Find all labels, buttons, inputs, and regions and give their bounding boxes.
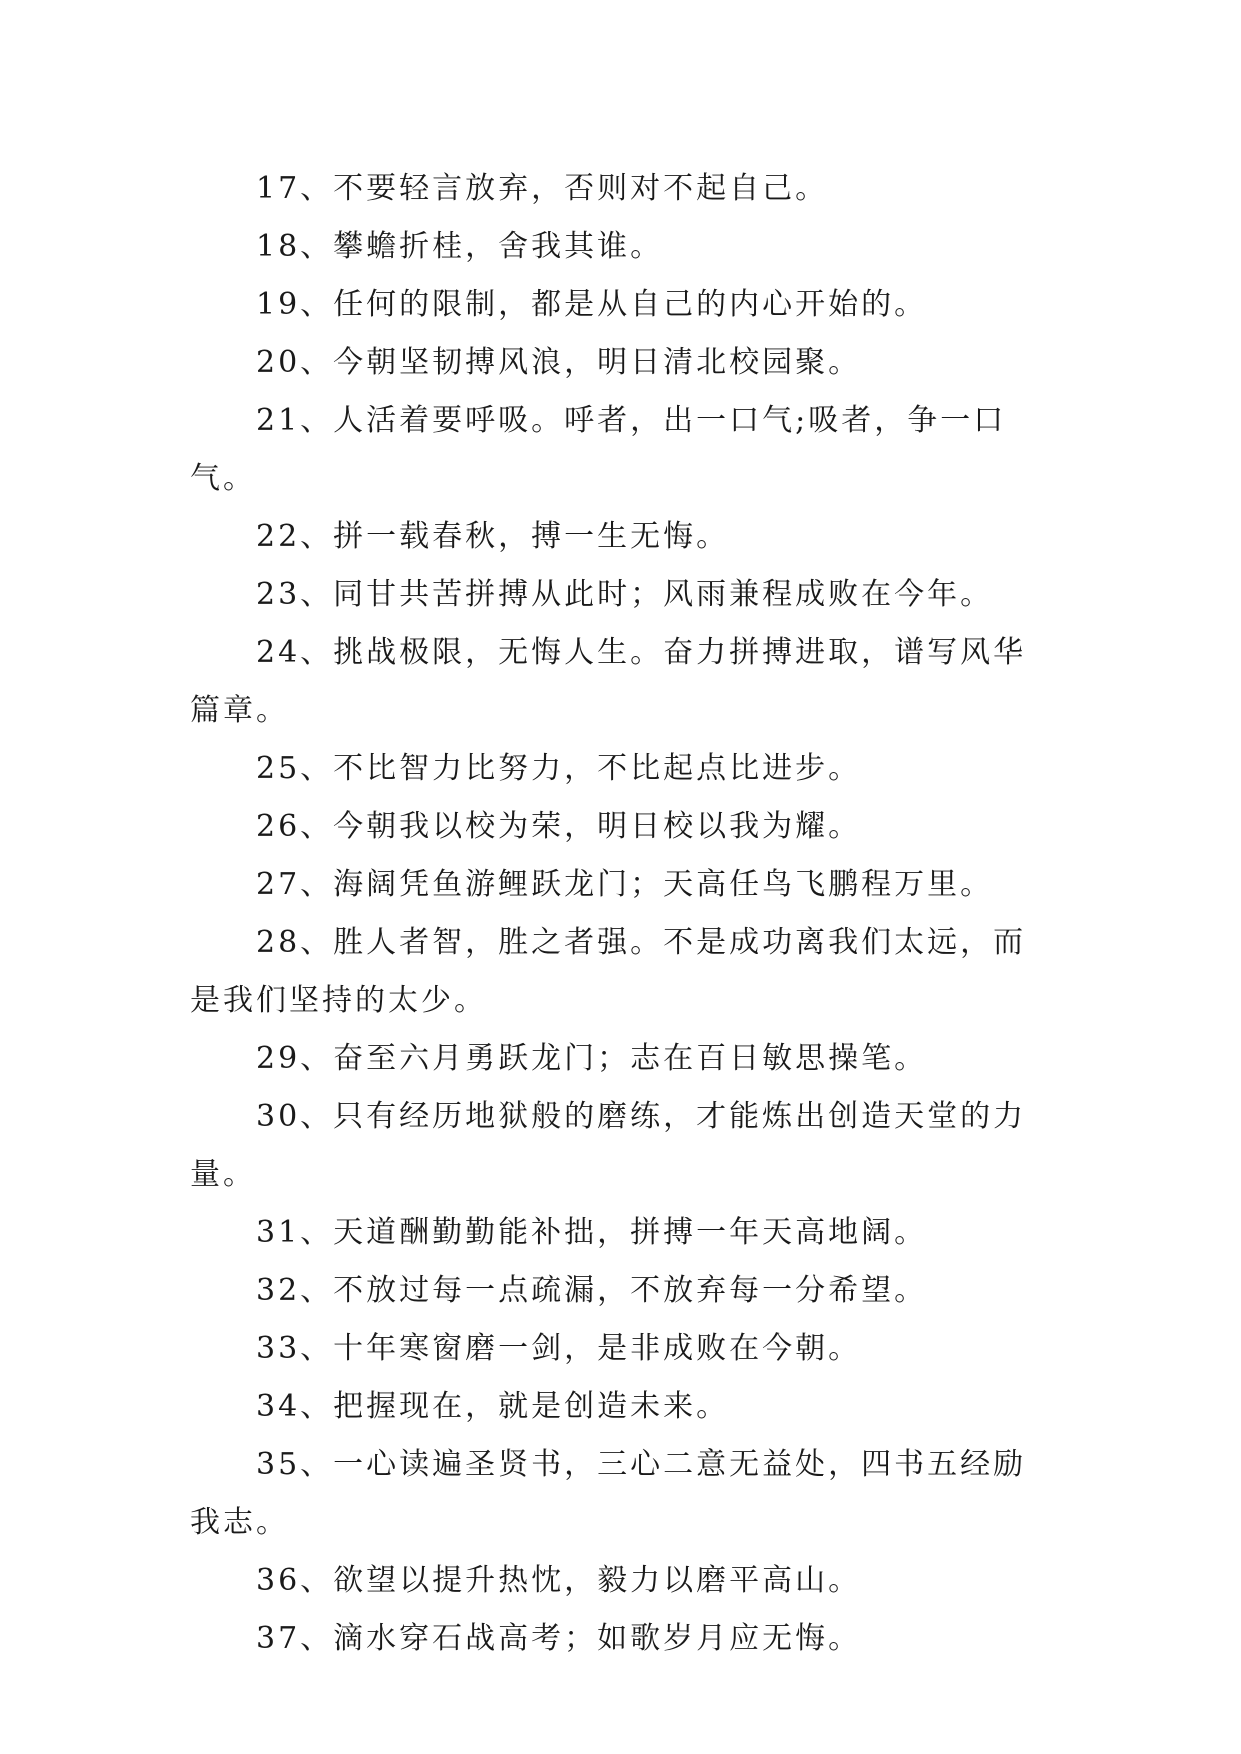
paragraph: 33、十年寒窗磨一剑，是非成败在今朝。	[256, 1331, 862, 1366]
paragraph: 20、今朝坚韧搏风浪，明日清北校园聚。	[256, 345, 862, 380]
paragraph: 23、同甘共苦拼搏从此时；风雨兼程成败在今年。	[256, 577, 994, 612]
paragraph: 34、把握现在，就是创造未来。	[256, 1389, 730, 1424]
paragraph: 37、滴水穿石战高考；如歌岁月应无悔。	[256, 1621, 862, 1656]
paragraph: 28、胜人者智，胜之者强。不是成功离我们太远，而是我们坚持的太少。	[190, 925, 1027, 1018]
paragraph: 30、只有经历地狱般的磨练，才能炼出创造天堂的力量。	[190, 1099, 1027, 1192]
paragraph: 29、奋至六月勇跃龙门；志在百日敏思操笔。	[256, 1041, 928, 1076]
paragraph: 18、攀蟾折桂，舍我其谁。	[256, 229, 664, 264]
paragraph: 36、欲望以提升热忱，毅力以磨平高山。	[256, 1563, 862, 1598]
paragraph: 17、不要轻言放弃，否则对不起自己。	[256, 171, 829, 206]
paragraph: 31、天道酬勤勤能补拙，拼搏一年天高地阔。	[256, 1215, 928, 1250]
paragraph: 26、今朝我以校为荣，明日校以我为耀。	[256, 809, 862, 844]
paragraph: 35、一心读遍圣贤书，三心二意无益处，四书五经励我志。	[190, 1447, 1027, 1540]
paragraph: 22、拼一载春秋，搏一生无悔。	[256, 519, 730, 554]
paragraph: 27、海阔凭鱼游鲤跃龙门；天高任鸟飞鹏程万里。	[256, 867, 994, 902]
paragraph: 21、人活着要呼吸。呼者，出一口气;吸者，争一口气。	[190, 403, 1007, 496]
paragraph: 32、不放过每一点疏漏，不放弃每一分希望。	[256, 1273, 928, 1308]
paragraph: 19、任何的限制，都是从自己的内心开始的。	[256, 287, 928, 322]
document-body	[190, 160, 1052, 1668]
paragraph: 25、不比智力比努力，不比起点比进步。	[256, 751, 862, 786]
paragraph: 24、挑战极限，无悔人生。奋力拼搏进取，谱写风华篇章。	[190, 635, 1027, 728]
